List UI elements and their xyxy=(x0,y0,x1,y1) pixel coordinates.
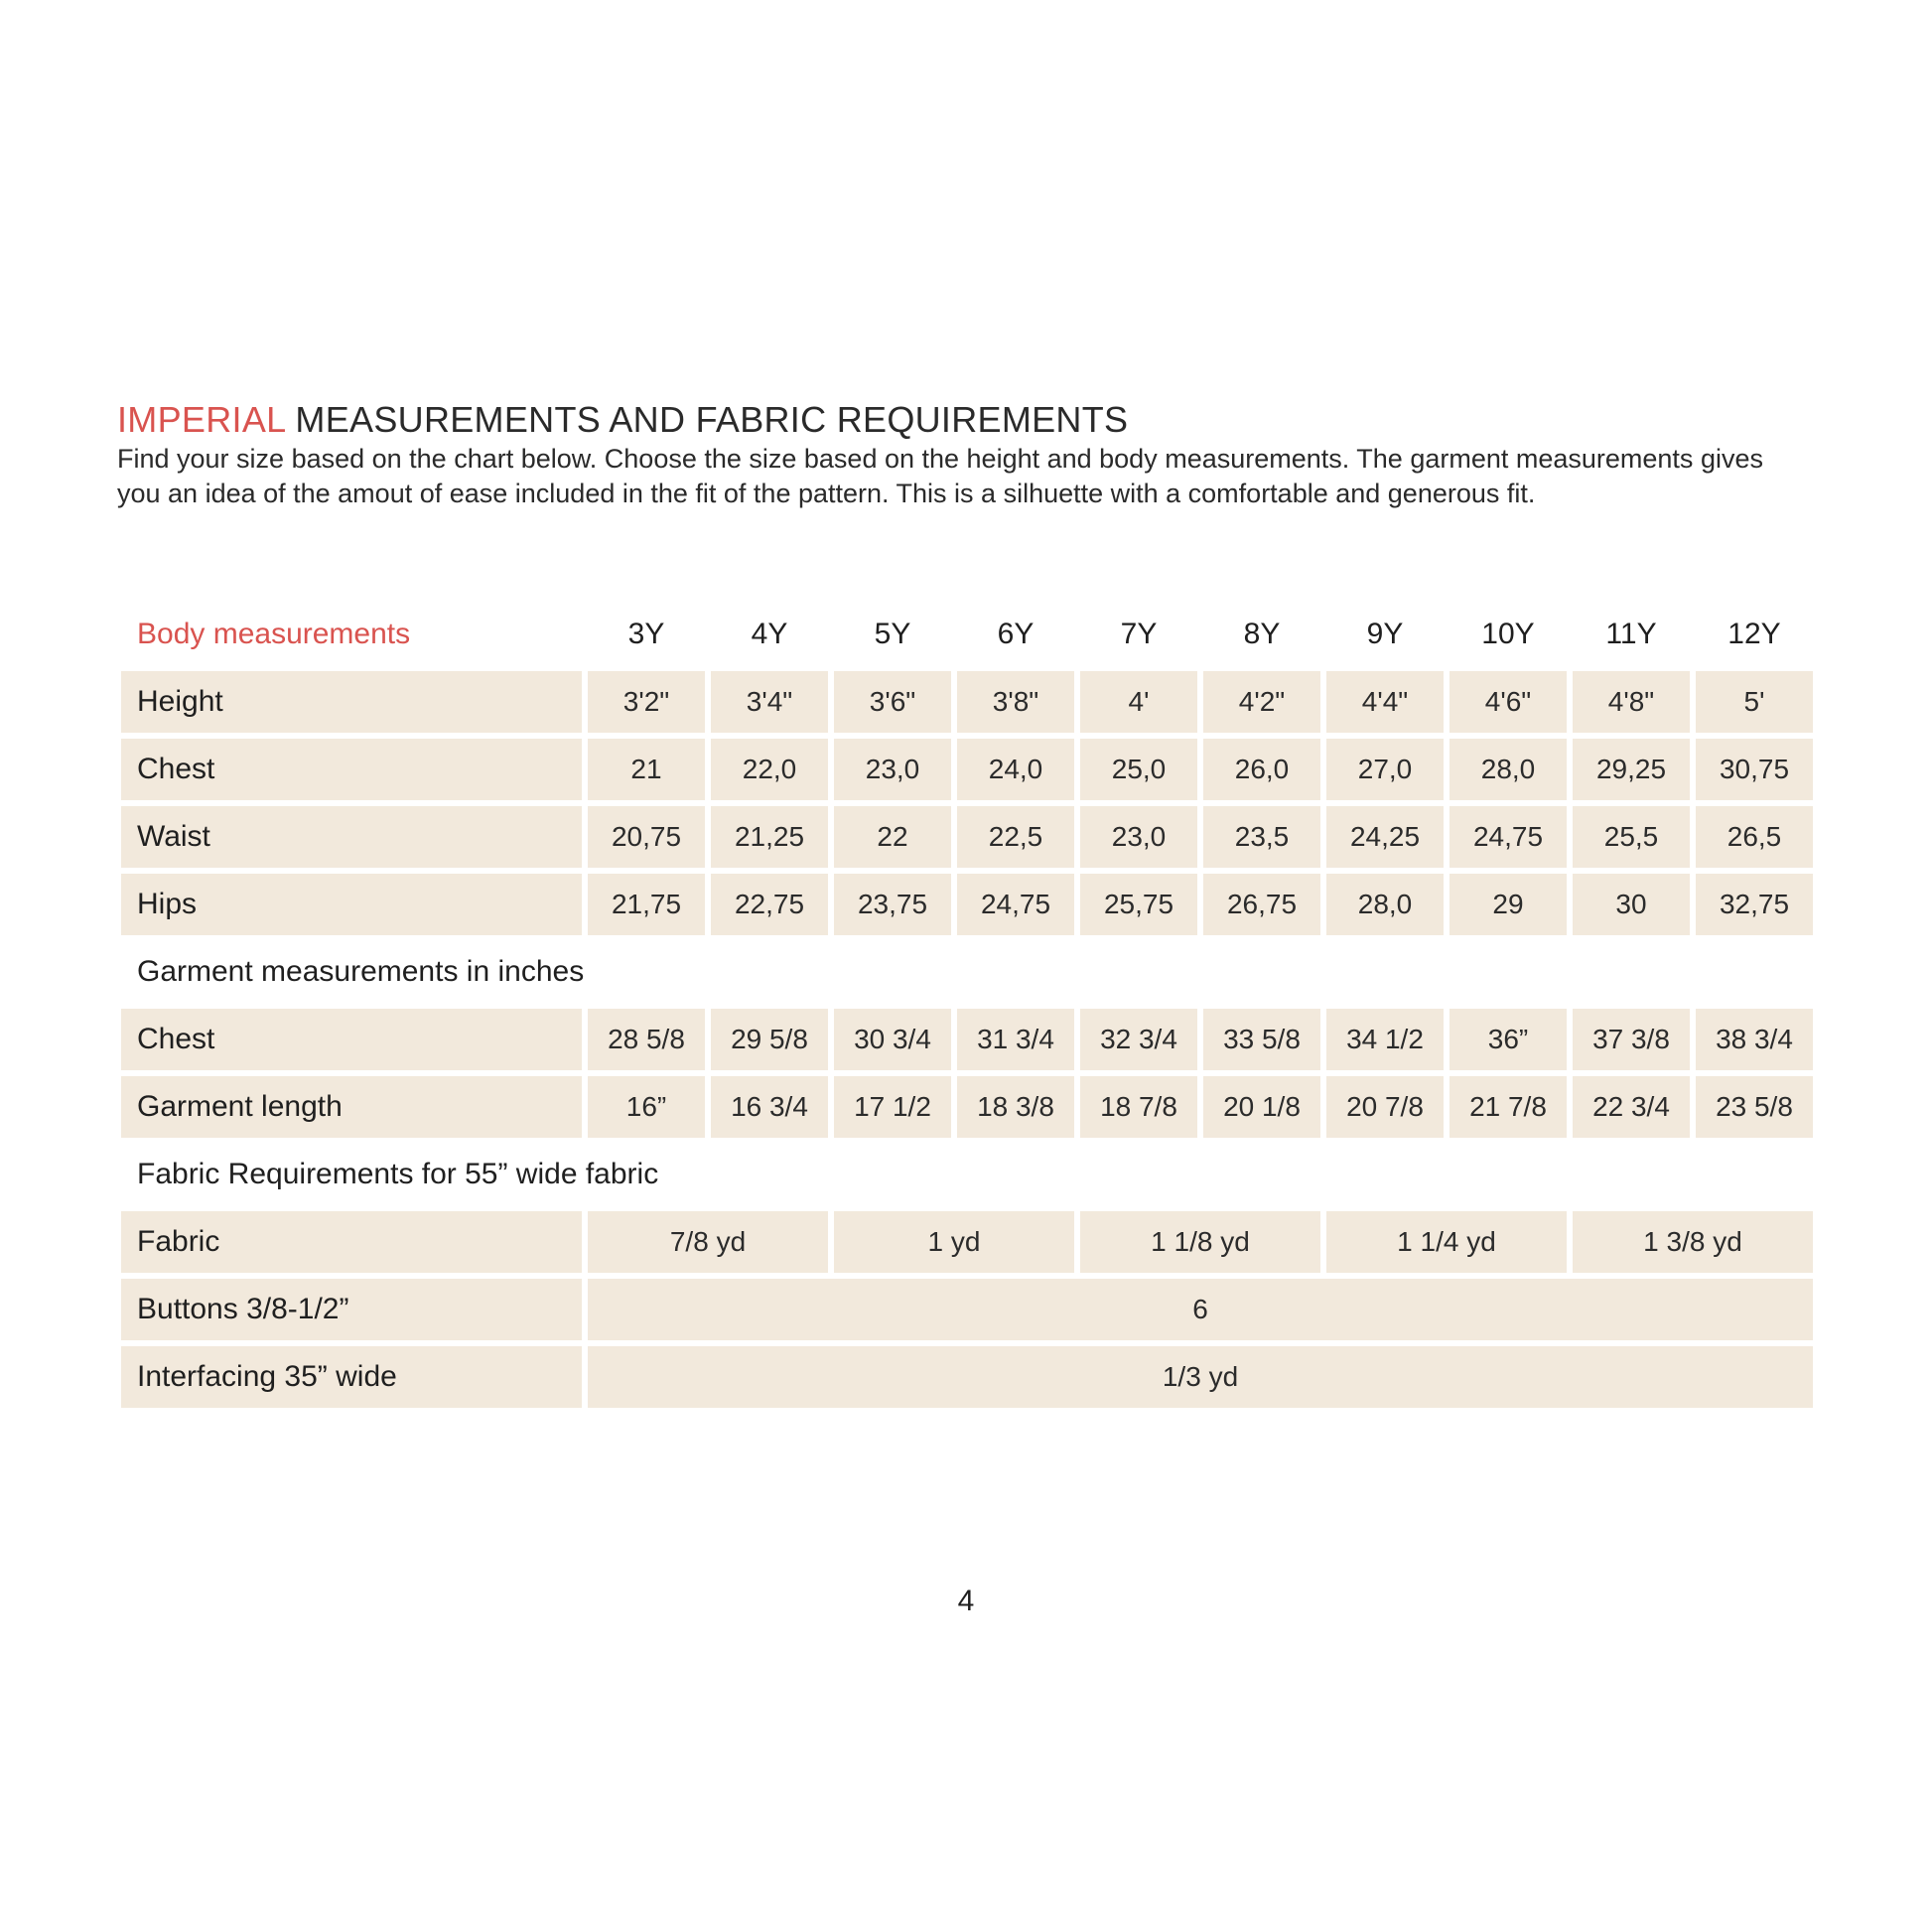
table-cell: 22,5 xyxy=(957,806,1074,868)
table-cell: 29,25 xyxy=(1573,739,1690,800)
table-cell: 16 3/4 xyxy=(711,1076,828,1138)
table-cell: 4' xyxy=(1080,671,1197,733)
intro-paragraph: Find your size based on the chart below. Choose the size based on the height and body measurements. The garment measurements gives you an idea of the amout of ease included in the fit of the pattern. This is a silhuette with a comfortable and generous fit. xyxy=(117,444,1763,508)
table-cell: 34 1/2 xyxy=(1326,1009,1444,1070)
table-cell: 22 xyxy=(834,806,951,868)
table-cell: 18 7/8 xyxy=(1080,1076,1197,1138)
table-cell: 21,25 xyxy=(711,806,828,868)
table-cell: 26,5 xyxy=(1696,806,1813,868)
table-cell: 28,0 xyxy=(1449,739,1567,800)
table-cell: 25,75 xyxy=(1080,874,1197,935)
table-cell: 23,0 xyxy=(1080,806,1197,868)
table-cell: 3'8" xyxy=(957,671,1074,733)
size-header: 7Y xyxy=(1120,618,1158,650)
garment-measurements-label: Garment measurements in inches xyxy=(137,955,585,988)
table-cell: 23,75 xyxy=(834,874,951,935)
table-cell: 21 xyxy=(588,739,705,800)
table-cell: 32,75 xyxy=(1696,874,1813,935)
table-cell: 25,5 xyxy=(1573,806,1690,868)
table-cell: 37 3/8 xyxy=(1573,1009,1690,1070)
size-header: 10Y xyxy=(1481,618,1535,650)
table-cell: 24,25 xyxy=(1326,806,1444,868)
table-cell: 24,75 xyxy=(1449,806,1567,868)
size-header: 3Y xyxy=(627,618,665,650)
size-header: 9Y xyxy=(1366,618,1404,650)
table-cell: 5' xyxy=(1696,671,1813,733)
table-cell: 21 7/8 xyxy=(1449,1076,1567,1138)
table-cell: 23,0 xyxy=(834,739,951,800)
row-label-fabric: Fabric xyxy=(121,1211,582,1273)
table-cell: 22,0 xyxy=(711,739,828,800)
size-header: 5Y xyxy=(874,618,911,650)
size-header: 12Y xyxy=(1727,618,1781,650)
table-cell: 27,0 xyxy=(1326,739,1444,800)
table-cell: 38 3/4 xyxy=(1696,1009,1813,1070)
table-cell: 28 5/8 xyxy=(588,1009,705,1070)
table-cell: 20,75 xyxy=(588,806,705,868)
table-cell: 1 1/8 yd xyxy=(1080,1211,1320,1273)
table-cell: 16” xyxy=(588,1076,705,1138)
row-label-garment-chest: Chest xyxy=(121,1009,582,1070)
size-header: 4Y xyxy=(751,618,788,650)
table-cell: 21,75 xyxy=(588,874,705,935)
table-cell: 18 3/8 xyxy=(957,1076,1074,1138)
page-heading xyxy=(117,399,1128,441)
table-cell: 28,0 xyxy=(1326,874,1444,935)
table-cell: 25,0 xyxy=(1080,739,1197,800)
size-header: 11Y xyxy=(1605,618,1657,650)
table-cell: 26,75 xyxy=(1203,874,1320,935)
table-cell: 7/8 yd xyxy=(588,1211,828,1273)
table-cell: 4'2" xyxy=(1203,671,1320,733)
table-cell: 20 7/8 xyxy=(1326,1076,1444,1138)
table-cell: 30 3/4 xyxy=(834,1009,951,1070)
table-cell: 23 5/8 xyxy=(1696,1076,1813,1138)
table-cell: 4'4" xyxy=(1326,671,1444,733)
table-cell: 3'4" xyxy=(711,671,828,733)
size-chart-table xyxy=(121,604,1817,1408)
table-cell: 31 3/4 xyxy=(957,1009,1074,1070)
table-cell: 26,0 xyxy=(1203,739,1320,800)
table-cell: 36” xyxy=(1449,1009,1567,1070)
table-cell: 1 3/8 yd xyxy=(1573,1211,1813,1273)
table-cell: 30 xyxy=(1573,874,1690,935)
table-cell: 24,0 xyxy=(957,739,1074,800)
size-header: 8Y xyxy=(1243,618,1281,650)
row-label-hips: Hips xyxy=(121,874,582,935)
table-cell: 22,75 xyxy=(711,874,828,935)
table-cell: 23,5 xyxy=(1203,806,1320,868)
body-measurements-label: Body measurements xyxy=(137,618,411,650)
table-cell: 1 yd xyxy=(834,1211,1074,1273)
row-label-waist: Waist xyxy=(121,806,582,868)
table-cell: 4'6" xyxy=(1449,671,1567,733)
size-header: 6Y xyxy=(997,618,1035,650)
table-cell: 24,75 xyxy=(957,874,1074,935)
table-cell: 3'6" xyxy=(834,671,951,733)
row-label-garment-length: Garment length xyxy=(121,1076,582,1138)
row-label-height: Height xyxy=(121,671,582,733)
table-cell: 1 1/4 yd xyxy=(1326,1211,1567,1273)
fabric-requirements-label: Fabric Requirements for 55” wide fabric xyxy=(137,1158,659,1190)
table-cell: 4'8" xyxy=(1573,671,1690,733)
page-number: 4 xyxy=(957,1585,975,1617)
row-label-buttons: Buttons 3/8-1/2” xyxy=(121,1279,582,1340)
row-label-interfacing: Interfacing 35” wide xyxy=(121,1346,582,1408)
row-label-chest: Chest xyxy=(121,739,582,800)
table-cell: 6 xyxy=(588,1279,1813,1340)
table-cell: 17 1/2 xyxy=(834,1076,951,1138)
table-cell: 33 5/8 xyxy=(1203,1009,1320,1070)
table-cell: 1/3 yd xyxy=(588,1346,1813,1408)
table-cell: 32 3/4 xyxy=(1080,1009,1197,1070)
table-cell: 29 5/8 xyxy=(711,1009,828,1070)
heading-rest: MEASUREMENTS AND FABRIC REQUIREMENTS xyxy=(285,399,1129,440)
table-cell: 29 xyxy=(1449,874,1567,935)
heading-accent: IMPERIAL xyxy=(117,399,286,440)
table-cell: 20 1/8 xyxy=(1203,1076,1320,1138)
table-cell: 22 3/4 xyxy=(1573,1076,1690,1138)
table-cell: 30,75 xyxy=(1696,739,1813,800)
table-cell: 3'2" xyxy=(588,671,705,733)
